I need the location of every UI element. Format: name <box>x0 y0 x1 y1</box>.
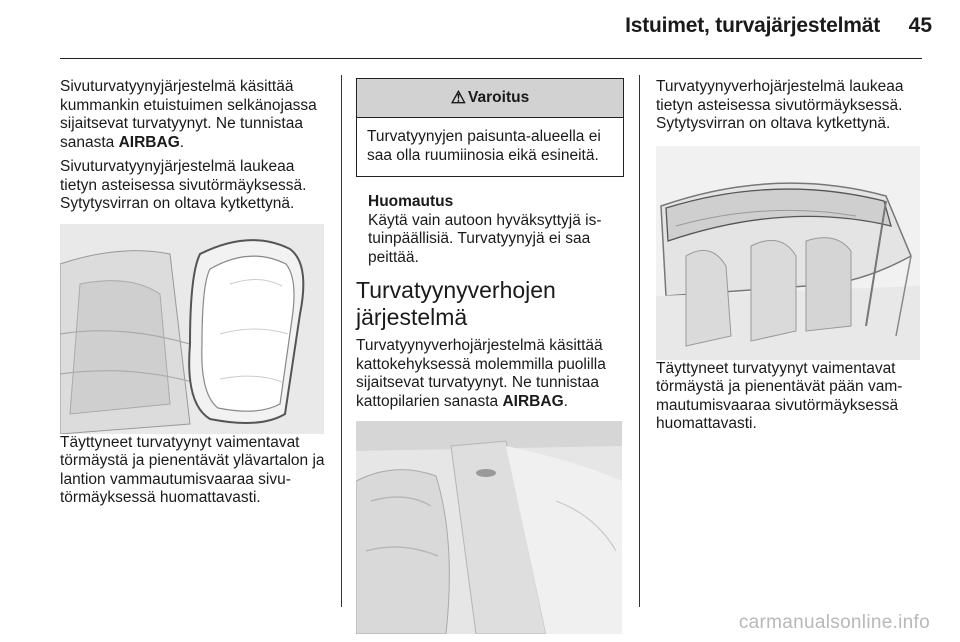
intro-end: . <box>179 133 185 151</box>
intro-text: Sivuturvatyynyjärjestelmä käsittää kummankin etuistuimen selkänojassa sijaitsevat turvatyynyt. Ne tunnistaa sanasta <box>60 78 317 151</box>
warning-triangle-icon: ⚠ <box>450 87 467 107</box>
watermark: carmanualsonline.info <box>738 612 930 633</box>
curtain-deploy-paragraph: Turvatyynyverhojärjestelmä laukeaa tietyn asteisessa sivutörmäyksessä. Sytytysvirran on oltava kytkettynä. <box>656 78 904 132</box>
column-right <box>656 78 924 440</box>
warning-title: Varoitus <box>468 88 530 106</box>
curtain-intro-paragraph <box>356 337 624 411</box>
warning-header <box>357 79 623 118</box>
seat-airbag-drawing <box>60 224 324 434</box>
deploy-paragraph: Sivuturvatyynyjärjestelmä laukeaa tietyn asteisessa sivutörmäyksessä. Sytytysvirran on oltava kytkettynä. <box>60 158 307 212</box>
header-divider <box>60 58 922 59</box>
side-airbag-illustration <box>60 224 324 434</box>
curtain-intro-end: . <box>563 392 568 410</box>
column-middle <box>356 78 624 634</box>
left-image-caption: Täyttyneet turvatyynyt vaimentavat törmäystä ja pienentävät ylävartalon ja lantion vammautumisvaaraa sivutörmäyksessä huomattavasti. <box>60 433 325 506</box>
page-number: 45 <box>908 14 932 37</box>
airbag-keyword-pillar: AIRBAG <box>502 392 564 410</box>
pillar-airbag-illustration <box>356 421 622 634</box>
right-image-caption: Täyttyneet turvatyynyt vaimentavat törmäystä ja pienentävät pään vammautumisvaaraa sivutörmäyksessä huomattavasti. <box>656 359 903 432</box>
intro-paragraph <box>60 78 328 152</box>
warning-box <box>356 78 624 177</box>
section-title: Turvatyynyverhojen järjestelmä <box>356 277 556 330</box>
note-title: Huomautus <box>368 193 454 210</box>
note-block <box>356 193 624 267</box>
column-divider-1 <box>341 75 342 607</box>
column-left <box>60 78 328 514</box>
running-header-title: Istuimet, turvajärjestelmät <box>625 14 880 37</box>
airbag-keyword: AIRBAG <box>118 133 180 151</box>
pillar-drawing <box>356 421 622 634</box>
curtain-airbag-drawing <box>656 146 920 360</box>
curtain-intro-text: Turvatyynyverhojärjestelmä käsittää kattokehyksessä molemmilla puolilla sijaitsevat turvatyynyt. Ne tunnistaa kattopilarien sanasta <box>356 337 606 410</box>
note-text: Käytä vain autoon hyväksyttyjä istuinpäällisiä. Turvatyynyjä ei saa peittää. <box>368 211 602 266</box>
column-divider-2 <box>639 75 640 607</box>
curtain-airbag-illustration <box>656 146 920 360</box>
warning-text: Turvatyynyjen paisunta-alueella ei saa olla ruumiinosia eikä esineitä. <box>367 128 601 164</box>
